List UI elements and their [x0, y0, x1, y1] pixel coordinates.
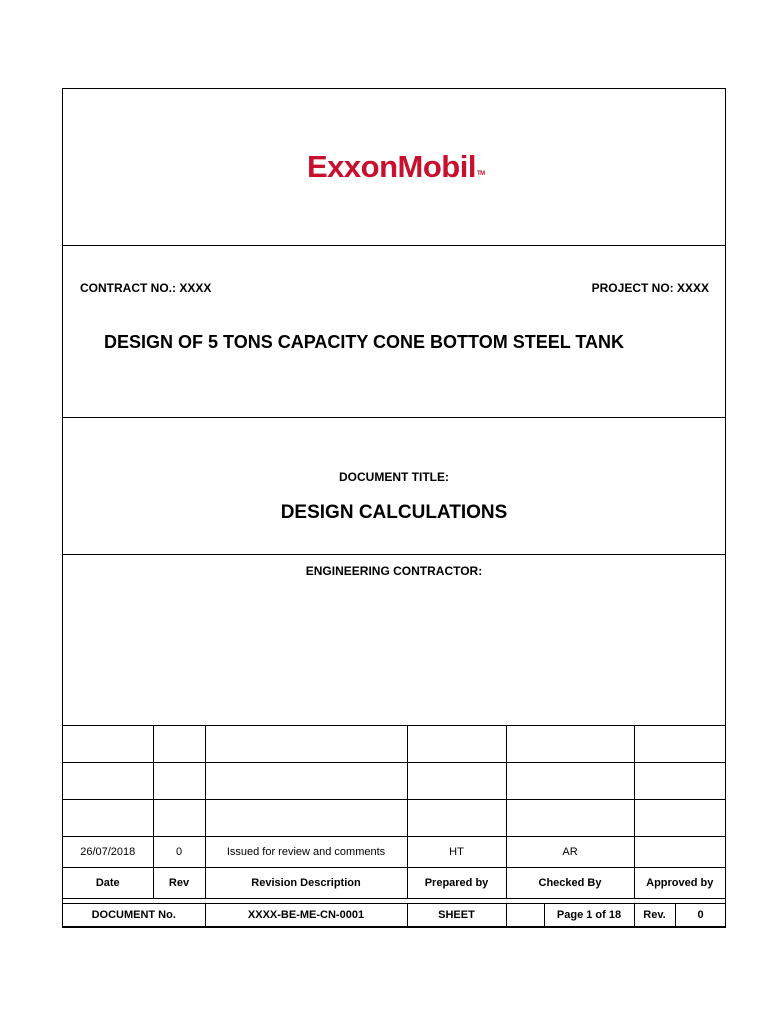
cell-date: 26/07/2018: [63, 837, 153, 868]
header-revision-description: Revision Description: [205, 868, 407, 899]
engineering-contractor-label: ENGINEERING CONTRACTOR:: [305, 564, 483, 578]
contractor-section: [63, 555, 725, 725]
project-number: PROJECT NO: XXXX: [591, 281, 709, 295]
logo-section: [63, 89, 725, 246]
header-approved-by: Approved by: [634, 868, 725, 899]
table-row: [63, 726, 725, 763]
cover-sheet-frame: [62, 88, 726, 928]
doc-no-value: XXXX-BE-ME-CN-0001: [205, 904, 407, 927]
document-number-row: [63, 904, 725, 927]
page-count: Page 1 of 18: [544, 904, 634, 927]
document-title-label: DOCUMENT TITLE:: [339, 470, 449, 484]
project-section: [63, 246, 725, 418]
document-title: DESIGN CALCULATIONS: [280, 502, 508, 523]
header-rev: Rev: [153, 868, 205, 899]
project-title: DESIGN OF 5 TONS CAPACITY CONE BOTTOM STEEL TANK: [104, 332, 625, 352]
contract-number: CONTRACT NO.: XXXX: [80, 281, 212, 295]
header-checked-by: Checked By: [506, 868, 634, 899]
cell-checked-by: AR: [506, 837, 634, 868]
table-row: [63, 763, 725, 800]
header-prepared-by: Prepared by: [407, 868, 506, 899]
cell-approved-by: [634, 837, 725, 868]
table-row: [63, 837, 725, 868]
header-date: Date: [63, 868, 153, 899]
exxonmobil-logo: ExxonMobilTM: [307, 149, 485, 184]
rev-value: 0: [697, 909, 704, 921]
doc-no-label: DOCUMENT No.: [63, 904, 205, 927]
logo-text: ExxonMobil: [307, 149, 476, 184]
table-header-row: [63, 868, 725, 899]
cell-rev: 0: [153, 837, 205, 868]
table-row: [63, 800, 725, 837]
sheet-label: SHEET: [407, 904, 506, 927]
rev-cell: [634, 904, 725, 927]
cell-description: Issued for review and comments: [205, 837, 407, 868]
cell-prepared-by: HT: [407, 837, 506, 868]
rev-label: Rev.: [635, 904, 676, 926]
document-title-section: [63, 418, 725, 555]
revision-table: [63, 725, 725, 927]
